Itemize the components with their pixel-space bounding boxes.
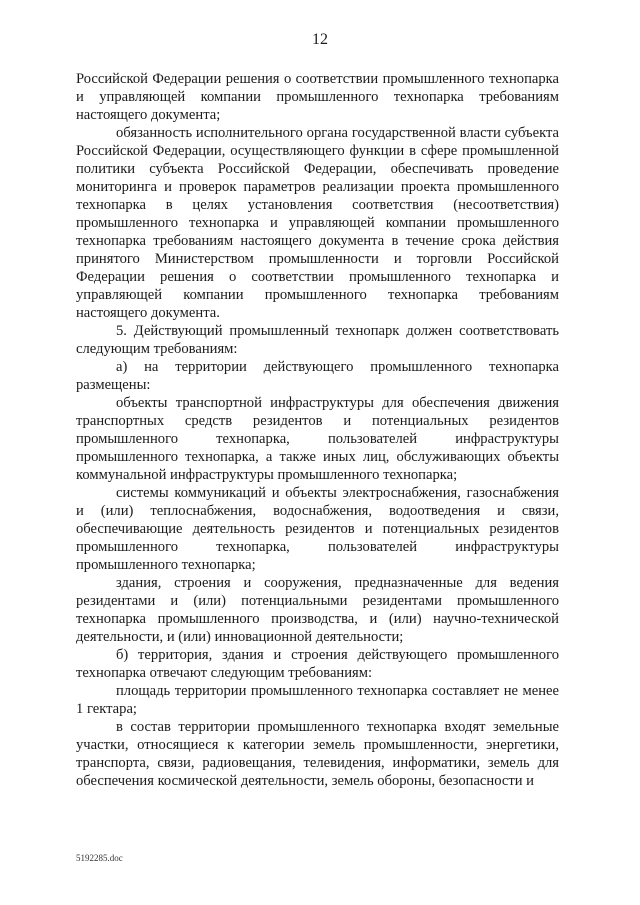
paragraph-3: 5. Действующий промышленный технопарк должен соответствовать следующим требованиям: — [76, 323, 559, 357]
paragraph-5: объекты транспортной инфраструктуры для обеспечения движения транспортных средств резидентов и потенциальных резидентов промышленного технопарка, пользователей инфраструктуры промышленного технопарка, а также иных лиц, обслуживающих объекты коммунальной инфраструктуры промышленного технопарка; — [76, 395, 559, 483]
page-number: 12 — [312, 31, 328, 48]
footer-doc-id: 5192285.doc — [76, 853, 123, 863]
paragraph-8: б) территория, здания и строения действующего промышленного технопарка отвечают следующим требованиям: — [76, 647, 559, 681]
paragraph-9: площадь территории промышленного технопарка составляет не менее 1 гектара; — [76, 683, 559, 717]
paragraph-1: Российской Федерации решения о соответствии промышленного технопарка и управляющей компании промышленного технопарка требованиям настоящего документа; — [76, 71, 559, 123]
paragraph-7: здания, строения и сооружения, предназначенные для ведения резидентами и (или) потенциальными резидентами промышленного технопарка промышленного производства, и (или) научно-технической деятельности, и (или) инновационной деятельности; — [76, 575, 559, 645]
document-body — [76, 70, 559, 790]
paragraph-2: обязанность исполнительного органа государственной власти субъекта Российской Федерации, осуществляющего функции в сфере промышленной политики субъекта Российской Федерации, обеспечивать проведение мониторинга и проверок параметров реализации проекта промышленного технопарка в целях установления соответствия (несоответствия) промышленного технопарка и управляющей компании промышленного технопарка требованиям настоящего документа в течение срока действия принятого Министерством промышленности и торговли Российской Федерации решения о соответствии промышленного технопарка и управляющей компании промышленного технопарка требованиям настоящего документа. — [76, 125, 559, 321]
paragraph-4: а) на территории действующего промышленного технопарка размещены: — [76, 359, 559, 393]
paragraph-6: системы коммуникаций и объекты электроснабжения, газоснабжения и (или) теплоснабжения, водоснабжения, водоотведения и связи, обеспечивающие деятельность резидентов и потенциальных резидентов промышленного технопарка, пользователей инфраструктуры промышленного технопарка; — [76, 485, 559, 573]
paragraph-10: в состав территории промышленного технопарка входят земельные участки, относящиеся к категории земель промышленности, энергетики, транспорта, связи, радиовещания, телевидения, информатики, земель для обеспечения космической деятельности, земель обороны, безопасности и — [76, 719, 559, 789]
